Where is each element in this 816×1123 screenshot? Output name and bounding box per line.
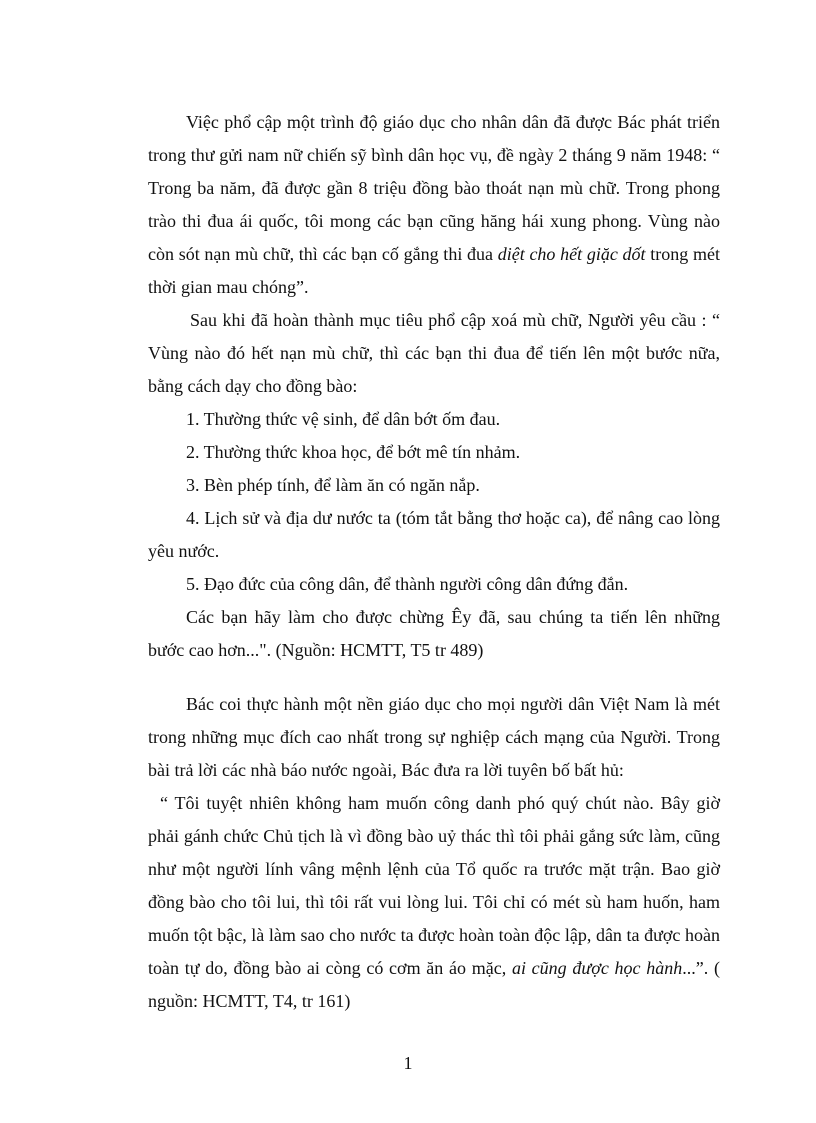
list-item: 1. Thường thức vệ sinh, để dân bớt ốm đau. xyxy=(186,409,501,429)
emphasis-text: ai cũng được học hành xyxy=(511,958,683,978)
list-item: 5. Đạo đức của công dân, để thành người công dân đứng đắn. xyxy=(186,574,629,594)
list-item: 3. Bèn phép tính, để làm ăn có ngăn nắp. xyxy=(186,475,480,495)
paragraph-literacy-letter xyxy=(148,106,720,304)
quote-text: “ Tôi tuyệt nhiên không ham muốn công danh phó quý chút nào. Bây giờ phải gánh chức Chủ tịch là vì đồng bào uỷ thác thì tôi phải gắng sức làm, cũng như một người lính vâng mệnh lệnh của Tổ quốc ra trước mặt trận. Bao giờ đồng bào cho tôi lui, thì tôi rất vui lòng lui. Tôi chỉ có mét sù ham huốn, ham muốn tột bậc, là làm sao cho nước ta được hoàn toàn độc lập, dân ta được hoàn toàn tự do, đồng bào ai còng có cơm ăn áo mặc, xyxy=(148,793,720,978)
paragraph-education-goal: Bác coi thực hành một nền giáo dục cho mọi người dân Việt Nam là mét trong những mục đích cao nhất trong sự nghiệp cách mạng của Người. Trong bài trả lời các nhà báo nước ngoài, Bác đưa ra lời tuyên bố bất hủ: xyxy=(148,694,720,780)
quote-source: ...”. ( nguồn: HCMTT, T4, tr 161) xyxy=(148,958,720,1011)
paragraph-quote xyxy=(148,787,720,1018)
emphasis-text: diệt cho hết giặc dốt xyxy=(497,244,646,264)
list-item: 2. Thường thức khoa học, để bớt mê tín nhảm. xyxy=(186,442,521,462)
list-item: 4. Lịch sử và địa dư nước ta (tóm tắt bằng thơ hoặc ca), để nâng cao lòng yêu nước. xyxy=(148,508,720,561)
page-number: 1 xyxy=(403,1053,413,1073)
paragraph-text: Việc phổ cập một trình độ giáo dục cho nhân dân đã được Bác phát triển trong thư gửi nam nữ chiến sỹ bình dân học vụ, đề ngày 2 tháng 9 năm 1948: “ Trong ba năm, đã được gần 8 triệu đồng bào thoát nạn mù chữ. Trong phong trào thi đua ái quốc, tôi mong các bạn cũng hăng hái xung phong. Vùng nào còn sót nạn mù chữ, thì các bạn cố gắng thi đua xyxy=(148,112,720,264)
paragraph-text: trong mét thời gian mau chóng”. xyxy=(148,244,720,297)
section-literacy xyxy=(148,106,720,667)
section-education-goal xyxy=(148,688,720,1018)
paragraph-request: Sau khi đã hoàn thành mục tiêu phổ cập xoá mù chữ, Người yêu cầu : “ Vùng nào đó hết nạn mù chữ, thì các bạn thi đua để tiến lên một bước nữa, bằng cách dạy cho đồng bào: xyxy=(148,310,720,396)
paragraph-source-t5: Các bạn hãy làm cho được chừng Êy đã, sau chúng ta tiến lên những bước cao hơn...". (Nguồn: HCMTT, T5 tr 489) xyxy=(148,607,720,660)
